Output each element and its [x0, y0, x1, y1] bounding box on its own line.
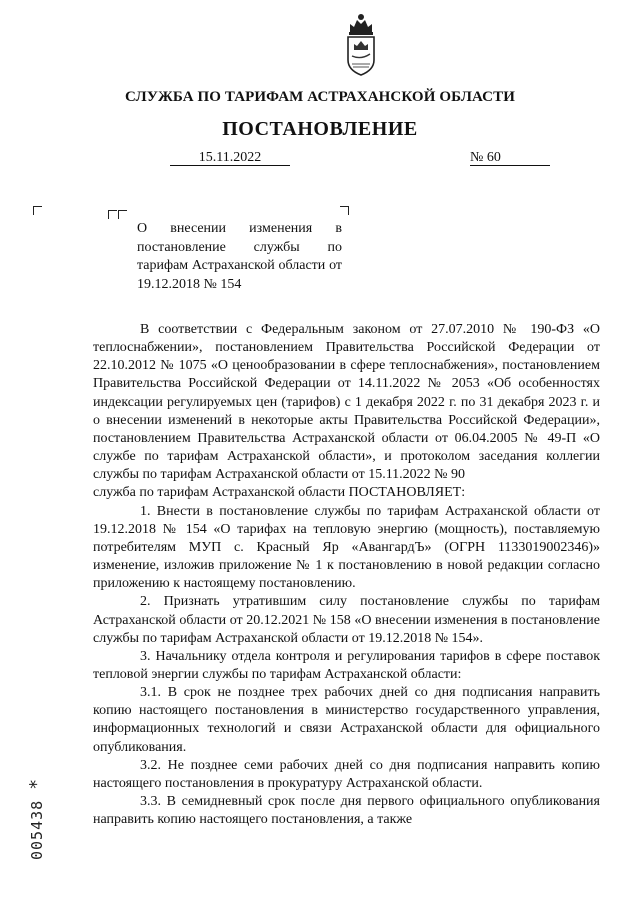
registration-number [26, 760, 46, 860]
organization-name: СЛУЖБА ПО ТАРИФАМ АСТРАХАНСКОЙ ОБЛАСТИ [125, 89, 515, 105]
corner-mark [118, 210, 127, 219]
item-3-3-paragraph: 3.3. В семидневный срок после дня первого официального опубликования направить копию настоящего постановления, а также [93, 794, 600, 828]
document-subject [137, 220, 342, 294]
corner-mark [33, 206, 42, 215]
corner-mark [340, 206, 349, 215]
item-3-paragraph: 3. Начальнику отдела контроля и регулирования тарифов в сфере поставок тепловой энергии службы по тарифам Астраханской области: [93, 648, 600, 682]
document-type-title: ПОСТАНОВЛЕНИЕ [222, 118, 418, 140]
document-number: № 60 [470, 150, 501, 165]
astrakhan-coat-of-arms-icon [340, 12, 382, 78]
item-2-paragraph: 2. Признать утратившим силу постановление службы по тарифам Астраханской области от 20.12.2021 № 158 «О внесении изменения в постановление службы по тарифам Астраханской области от 19.12.2018 № 154». [93, 594, 600, 646]
item-3-1-paragraph: 3.1. В срок не позднее трех рабочих дней со дня подписания направить копию настоящего постановления в министерство государственного управления, информационных технологий и связи Астраханской области для официального опубликования. [93, 685, 600, 755]
corner-mark [108, 210, 117, 219]
document-number-field [470, 150, 550, 166]
document-date: 15.11.2022 [170, 150, 290, 166]
document-body [93, 321, 600, 829]
resolve-line: служба по тарифам Астраханской области ПОСТАНОВЛЯЕТ: [93, 485, 466, 501]
item-3-2-paragraph: 3.2. Не позднее семи рабочих дней со дня подписания направить копию настоящего постановления в прокуратуру Астраханской области. [93, 757, 600, 791]
registration-mark: * [26, 777, 47, 790]
registration-stamp [14, 760, 54, 860]
registration-number-text: 005438 [28, 799, 46, 860]
item-1-paragraph: 1. Внести в постановление службы по тарифам Астраханской области от 19.12.2018 № 154 «О тарифах на тепловую энергию (мощность), поставляемую потребителям МУП с. Красный Яр «АвангардЪ» (ОГРН 1133019002346)» изменение, изложив приложение № 1 к постановлению в новой редакции согласно приложению к настоящему постановлению. [93, 503, 600, 592]
subject-text: О внесении изменения в постановление службы по тарифам Астраханской области от 19.12.2018 № 154 [137, 221, 342, 292]
preamble-paragraph: В соответствии с Федеральным законом от 27.07.2010 № 190-ФЗ «О теплоснабжении», постановлением Правительства Российской Федерации от 22.10.2012 № 1075 «О ценообразовании в сфере теплоснабжения», постановлением Правительства Российской Федерации от 14.11.2022 № 2053 «Об особенностях индексации регулируемых цен (тарифов) с 1 декабря 2022 г. по 31 декабря 2023 г. и о внесении изменений в некоторые акты Правительства Российской Федерации», постановлением Правительства Астраханской области от 06.04.2005 № 49-П «О службе по тарифам Астраханской области», и протоколом заседания коллегии службы по тарифам Астраханской области от 15.11.2022 № 90 [93, 322, 600, 483]
